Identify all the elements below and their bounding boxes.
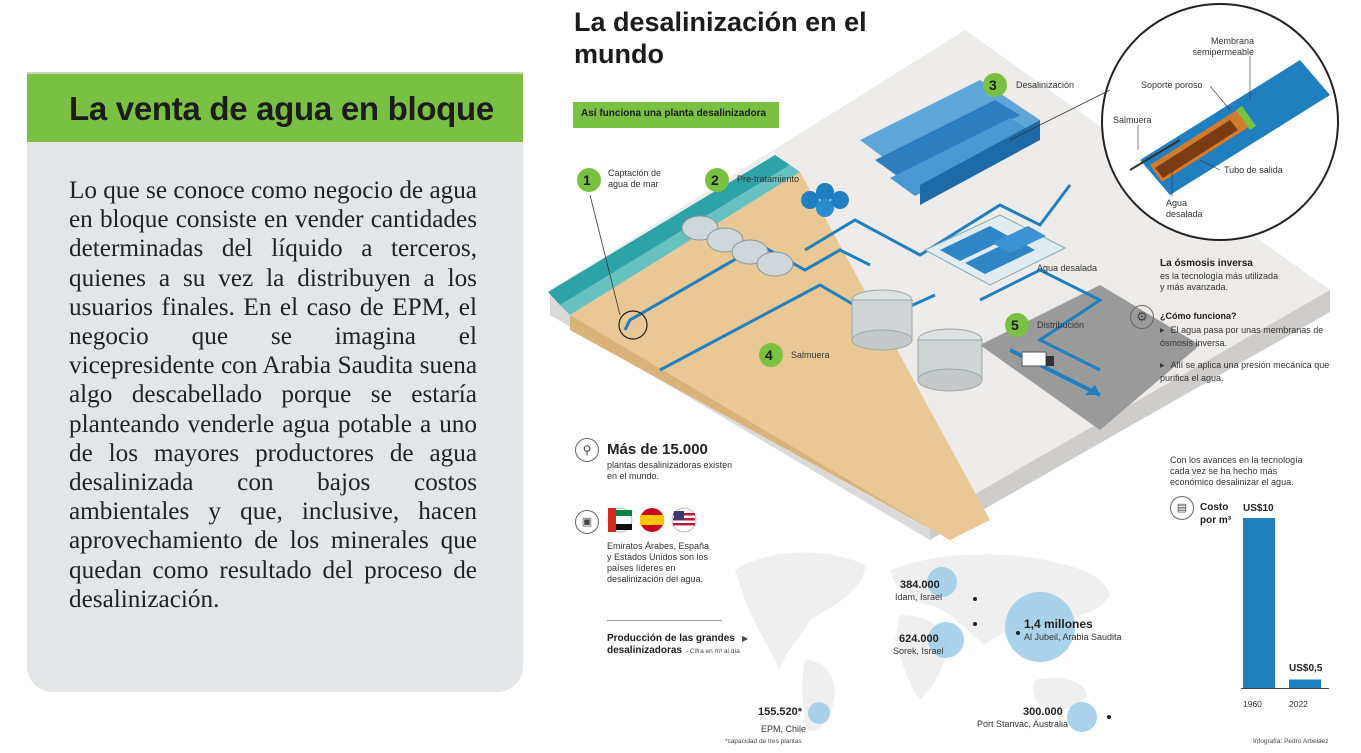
sorek-value: 624.000	[899, 633, 939, 645]
osmosis-title: La ósmosis inversa	[1160, 258, 1253, 269]
bubble-stanvac	[1067, 702, 1097, 732]
flag-icons	[607, 507, 702, 535]
jubeil-place: Al Jubeil, Arabia Saudita	[1024, 632, 1122, 642]
agua-desalada-label: Agua desalada	[1037, 263, 1098, 273]
cost-label: Costo por m³	[1200, 502, 1232, 526]
cost-bar-2022	[1289, 680, 1321, 689]
infographic	[540, 0, 1361, 753]
epm-place: EPM, Chile	[761, 724, 807, 734]
cost-bar-1960	[1243, 518, 1275, 688]
salmuera-membrane-label: Salmuera	[1113, 115, 1152, 125]
gear-icon: ⚙	[1130, 305, 1154, 329]
leaders-text: Emiratos Árabes, España y Estados Unidos son los países líderes en desalinización del agua.	[607, 541, 710, 584]
step-label-2: Pre-tratamiento	[737, 174, 800, 184]
step-label-5: Distribución	[1037, 320, 1085, 330]
article-title: La venta de agua en bloque	[69, 90, 494, 127]
cost-category-2022: 2022	[1289, 699, 1308, 709]
step-number-4: 4	[765, 347, 773, 363]
idam-dot	[973, 597, 977, 601]
infographic-title: La desalinización en el mundo	[574, 7, 867, 69]
usa-flag-icon	[672, 508, 696, 532]
location-pin-icon: ⚲	[575, 438, 599, 462]
step-label-1: Captación de agua de mar	[608, 168, 662, 189]
osmosis-bullet-1: ▶ El agua pasa por unas membranas de ósmosis inversa.	[1160, 325, 1330, 349]
step-label-3: Desalinización	[1016, 80, 1075, 90]
footnote: *capacidad de tres plantas	[725, 738, 802, 745]
osmosis-desc: es la tecnología más utilizada y más avanzada.	[1160, 271, 1279, 292]
step-label-4: Salmuera	[791, 350, 830, 360]
idam-value: 384.000	[900, 579, 940, 591]
plants-desc: plantas desalinizadoras existen en el mundo.	[607, 460, 733, 481]
factory-icon: ▣	[575, 510, 599, 534]
osmosis-how: ¿Cómo funciona?	[1160, 311, 1237, 321]
credit: Infografía: Pedro Arbeláez	[1253, 738, 1329, 745]
idam-place: Idam, Israel	[895, 592, 943, 602]
production-unit: - Cifra en m³ al día	[686, 648, 740, 655]
stanvac-value: 300.000	[1023, 706, 1063, 718]
epm-value: 155.520*	[758, 706, 803, 718]
cost-value-1960: US$10	[1243, 503, 1274, 514]
step-number-1: 1	[583, 172, 591, 188]
article-header	[27, 72, 523, 142]
step-number-2: 2	[711, 172, 719, 188]
soporte-label: Soporte poroso	[1141, 80, 1203, 90]
how-it-works-label: Así funciona una planta desalinizadora	[581, 108, 767, 119]
cost-category-1960: 1960	[1243, 699, 1262, 709]
jubeil-dot	[1016, 631, 1020, 635]
cost-intro: Con los avances en la tecnología cada vez se ha hecho más económico desalinizar el agua.	[1170, 455, 1303, 487]
chart-icon: ▤	[1170, 496, 1194, 520]
tubo-label: Tubo de salida	[1224, 165, 1283, 175]
article-body: Lo que se conoce como negocio de agua en bloque consiste en vender cantidades determinadas del líquido a terceros, quienes a su vez la distribuyen a los usuarios finales. En el caso de EPM, el negocio que se imagina el vicepresidente con Arabia Saudita suena algo descabellado porque se estaría planteando venderle agua potable a uno de los mayores productores de agua desalinizada con bajos costos ambientales y que, inclusive, hacen aprovechamiento de los minerales que quedan como resultado del proceso de desalinización.	[69, 177, 477, 613]
jubeil-value: 1,4 millones	[1024, 617, 1093, 631]
bubble-epm	[808, 702, 830, 724]
uae-flag-icon	[608, 508, 632, 532]
sorek-place: Sorek, Israel	[893, 646, 944, 656]
chevron-right-icon: ▶	[742, 634, 749, 643]
step-number-5: 5	[1011, 317, 1019, 333]
step-number-3: 3	[989, 77, 997, 93]
membrana-label: Membrana semipermeable	[1192, 36, 1254, 57]
divider	[607, 620, 722, 621]
article-panel	[27, 72, 523, 692]
sorek-dot	[973, 622, 977, 626]
plants-headline: Más de 15.000	[607, 441, 708, 458]
stanvac-place: Port Stanvac, Australia	[977, 719, 1069, 729]
agua-membrane-label: Agua desalada	[1166, 198, 1203, 219]
stanvac-dot	[1107, 715, 1111, 719]
spain-flag-icon	[640, 508, 664, 532]
production-title: Producción de las grandes desalinizadoras	[607, 633, 735, 656]
cost-value-2022: US$0,5	[1289, 663, 1323, 674]
osmosis-bullet-2: ▶ Allí se aplica una presión mecánica que purifica el agua.	[1160, 360, 1330, 384]
chart-baseline	[1241, 688, 1329, 689]
